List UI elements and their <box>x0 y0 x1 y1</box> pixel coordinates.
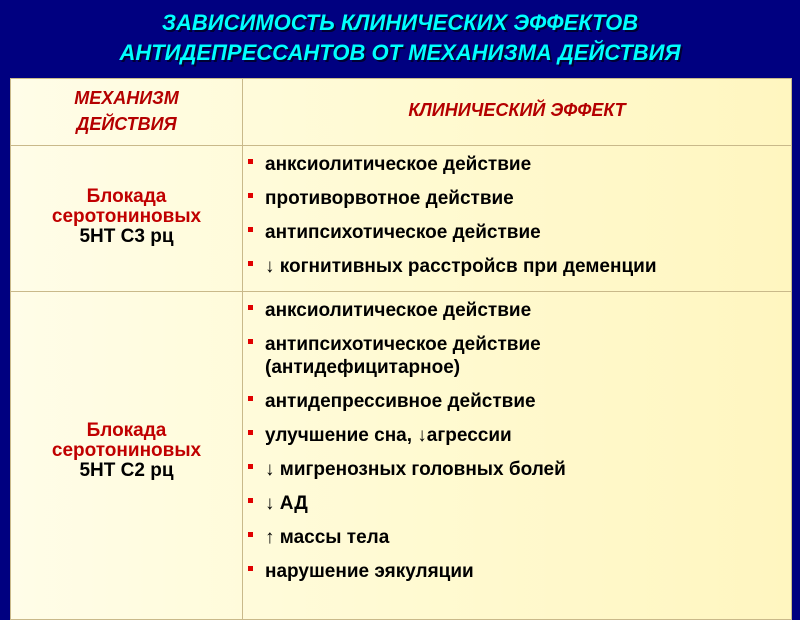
bullet-icon <box>248 339 253 344</box>
effect-item <box>243 424 791 447</box>
effect-item <box>243 299 791 322</box>
title-line-2: АНТИДЕПРЕССАНТОВ ОТ МЕХАНИЗМА ДЕЙСТВИЯ <box>119 40 681 65</box>
effects-list-1 <box>243 153 791 289</box>
effect-item <box>243 221 791 244</box>
effect-item <box>243 492 791 515</box>
header-mechanism-line1: МЕХАНИЗМ <box>74 88 179 108</box>
bullet-icon <box>248 305 253 310</box>
bullet-icon <box>248 566 253 571</box>
effect-text: антипсихотическое действие <box>265 334 541 355</box>
bullet-icon <box>248 227 253 232</box>
mechanism-1-line1: Блокада <box>86 186 167 207</box>
effect-item <box>243 390 791 413</box>
mechanism-2-line2: серотониновых <box>51 440 202 461</box>
mechanism-cell-1 <box>11 187 242 247</box>
bullet-icon <box>248 532 253 537</box>
bullet-icon <box>248 261 253 266</box>
mechanism-2-line1: Блокада <box>86 420 167 441</box>
bullet-icon <box>248 159 253 164</box>
bullet-icon <box>248 430 253 435</box>
mechanism-1-line2: серотониновых <box>51 206 202 227</box>
effect-text: ↓ АД <box>265 493 308 514</box>
bullet-icon <box>248 193 253 198</box>
effect-item <box>243 458 791 481</box>
effect-text: антидепрессивное действие <box>265 391 536 412</box>
title-line-1: ЗАВИСИМОСТЬ КЛИНИЧЕСКИХ ЭФФЕКТОВ <box>161 10 639 35</box>
effect-item <box>243 187 791 210</box>
effect-text: анксиолитическое действие <box>265 300 532 321</box>
effect-text: ↓ когнитивных расстройсв при деменции <box>265 256 657 277</box>
effect-text: улучшение сна, ↓агрессии <box>265 425 512 446</box>
header-divider <box>11 145 791 146</box>
effect-item <box>243 255 791 278</box>
header-mechanism-line2: ДЕЙСТВИЯ <box>76 114 177 134</box>
effect-item <box>243 560 791 583</box>
effect-text: антипсихотическое действие <box>265 222 541 243</box>
mechanism-cell-2 <box>11 421 242 481</box>
effect-text: противорвотное действие <box>265 188 514 209</box>
header-effect: КЛИНИЧЕСКИЙ ЭФФЕКТ <box>408 100 626 120</box>
effect-item <box>243 526 791 549</box>
effect-item <box>243 153 791 176</box>
mechanism-2-line3: 5НТ С2 рц <box>79 460 174 481</box>
header-mechanism <box>11 85 242 137</box>
effects-list-2 <box>243 299 791 594</box>
effect-text: нарушение эякуляции <box>265 561 474 582</box>
effect-text-continuation: (антидефицитарное) <box>265 357 461 378</box>
effects-table <box>10 78 792 620</box>
bullet-icon <box>248 464 253 469</box>
slide-title <box>0 8 800 68</box>
effect-text: ↑ массы тела <box>265 527 390 548</box>
effect-item <box>243 333 791 379</box>
bullet-icon <box>248 498 253 503</box>
effect-text: ↓ мигренозных головных болей <box>265 459 566 480</box>
row-divider <box>11 291 791 292</box>
mechanism-1-line3: 5НТ С3 рц <box>79 226 174 247</box>
bullet-icon <box>248 396 253 401</box>
effect-text: анксиолитическое действие <box>265 154 532 175</box>
